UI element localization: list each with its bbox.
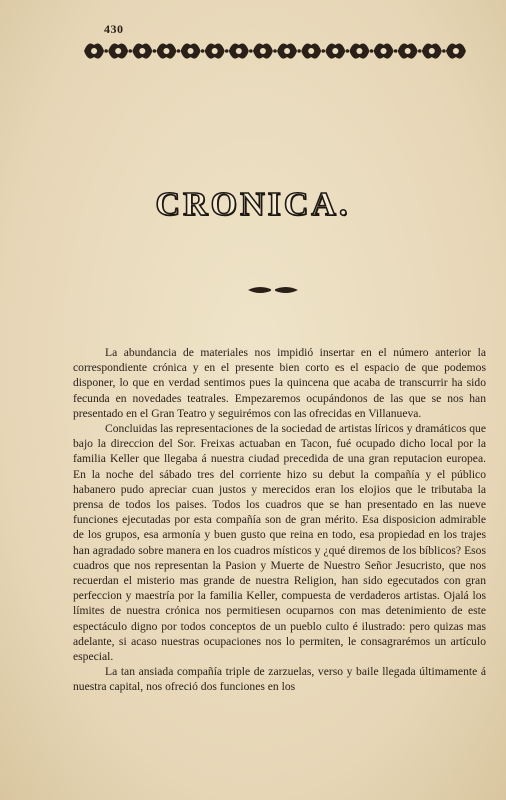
- paragraph: La abundancia de materiales nos impidió insertar en el número anterior la correspondiente crónica y en el presente bien corto es el espacio de que podemos disponer, lo que en verdad sentimos pues la quincena que acaba de transcurrir ha sido fecunda en novedades teatrales. Empezaremos ocupándonos de las que se nos han presentado en el Gran Teatro y seguirémos con las ofrecidas en Villanueva.: [73, 346, 486, 420]
- header-ornament-band: [82, 37, 468, 65]
- fleuron-ornament: [156, 43, 180, 58]
- article-body: [73, 345, 486, 695]
- fleuron-ornament: [301, 43, 325, 58]
- fleuron-ornament: [181, 43, 205, 58]
- fleuron-ornament: [325, 43, 349, 58]
- fleuron-ornament: [349, 43, 373, 58]
- fleuron-ornament: [398, 43, 422, 58]
- fleuron-ornament: [205, 43, 229, 58]
- fleuron-ornament: [374, 43, 398, 58]
- fleuron-ornament: [253, 43, 277, 58]
- fleuron-ornament: [446, 43, 466, 58]
- fleuron-ornament: [422, 43, 446, 58]
- fleuron-ornament: [132, 43, 156, 58]
- fleuron-ornament: [277, 43, 301, 58]
- fleuron-ornament: [108, 43, 132, 58]
- page-number: 430: [104, 22, 124, 36]
- paragraph: Concluidas las representaciones de la sociedad de artistas líricos y dramáticos que bajo la direccion del Sor. Freixas actuaban en Tacon, fué ocupado dicho local por la familia Keller que llegaba á nuestra ciudad precedida de una gran reputacion europea. En la noche del sábado tres del corriente hizo su debut la compañía y el público habanero pudo apreciar cuan justos y merecidos eran los elojios que le tributaba la prensa de todos los paises. Todos los cuadros que se han presentado en las nueve funciones ejecutadas por esta compañía son de gran mérito. Esa disposicion admirable de los grupos, esa armonía y buen gusto que reina en todo, esa propiedad en los trajes han agradado sobre manera en los cuadros místicos y ¿qué diremos de los bíblicos? Esos cuadros que nos representan la Pasion y Muerte de Nuestro Señor Jesucristo, que nos recuerdan el misterio mas grande de nuestra Religion, han sido egecutados con gran perfeccion y maestría por la familia Keller, compuesta de verdaderos artistas. Ojalá los límites de nuestra crónica nos permitiesen ocuparnos con mas detenimiento de este espectáculo digno por todos conceptos de un pueblo culto é ilustrado: pero quizas mas adelante, si acaso nuestras ocupaciones nos lo permiten, le consagrarémos un artículo especial.: [73, 422, 486, 664]
- section-title: CRONICA.: [155, 186, 351, 223]
- ornamental-divider: [247, 283, 299, 297]
- fleuron-ornament: [84, 43, 108, 58]
- fleuron-ornament: [229, 43, 253, 58]
- paragraph: La tan ansiada compañía triple de zarzuelas, verso y baile llegada últimamente á nuestra capital, nos ofreció dos funciones en los: [73, 665, 486, 694]
